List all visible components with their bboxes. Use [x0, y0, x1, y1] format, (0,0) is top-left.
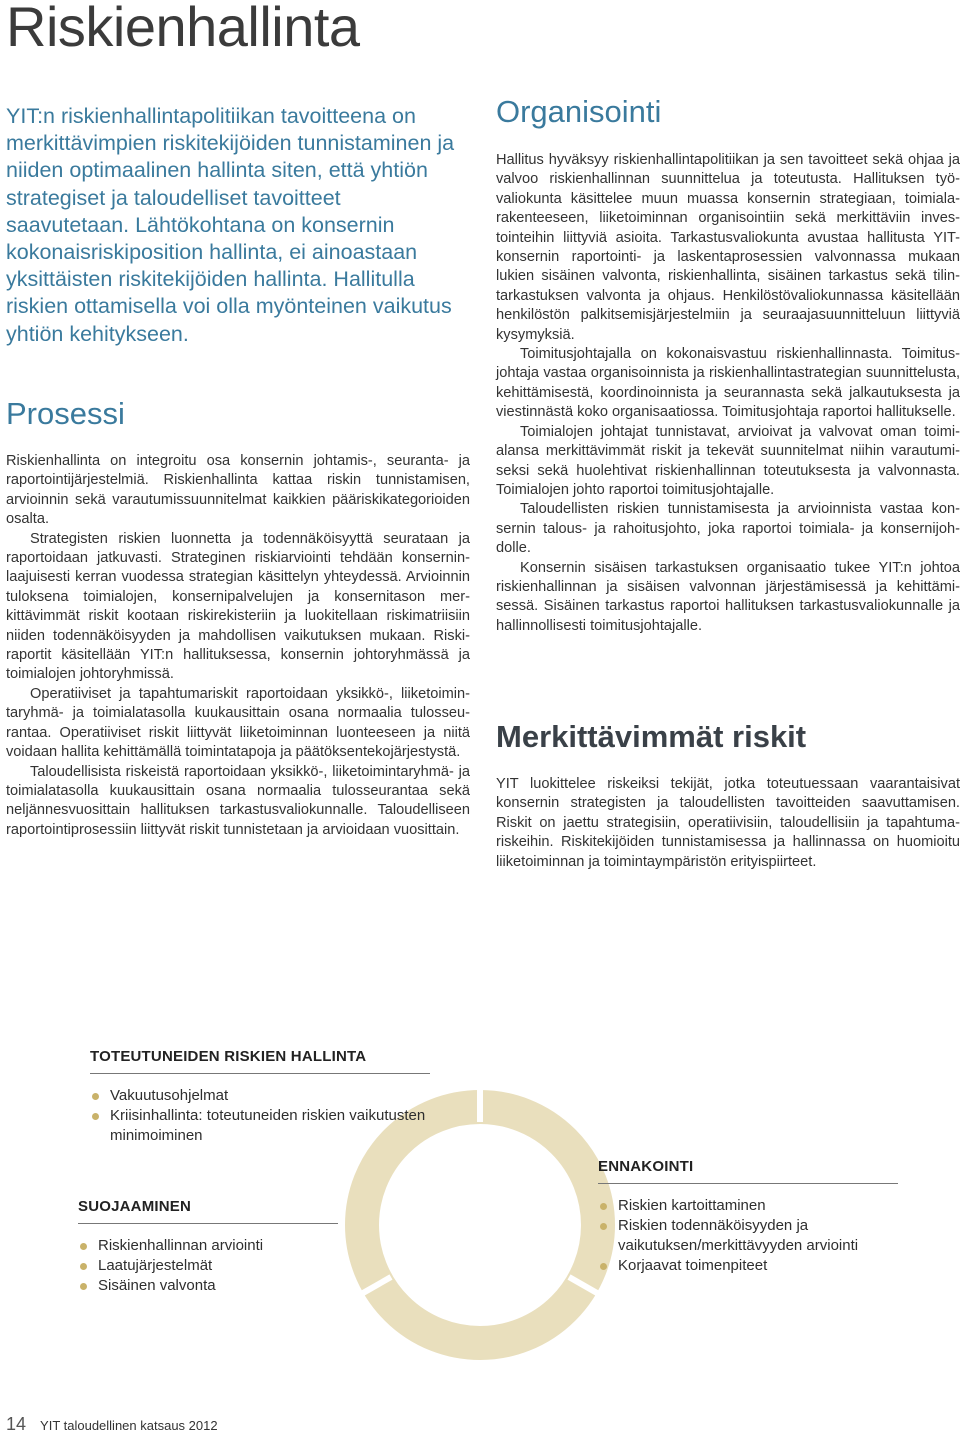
organisointi-paragraph: Toimialojen johtajat tunnistavat, arvioivat ja valvovat oman toimialansa merkittävimmät riskit ja tekevät suunnitelmat niihin varautumiseksi sekä huolehtivat riskienhallinnan toteutuksesta ja valvonnasta. Toimialojen johto raportoi toimitusjohtajalle.: [496, 423, 960, 498]
bullet-icon: [600, 1263, 607, 1270]
organisointi-paragraph: Konsernin sisäisen tarkastuksen organisaatio tukee YIT:n johtoa riskienhallinnan ja sisäisen valvonnan järjestämisessä ja kehittämisessä. Sisäinen tarkastus raportoi hallituksen tarkastusvaliokunnalle ja hallinnollisesti toimitusjohtajalle.: [496, 559, 960, 634]
list-item: [598, 1216, 898, 1256]
toteutuneet-list: [90, 1086, 430, 1146]
organisointi-paragraph: Taloudellisten riskien tunnistamisesta ja arvioinnista vastaa konsernin talous- ja rahoitusjohto, joka raportoi toimiala- ja konsernijohdolle.: [496, 501, 960, 557]
page-number: 14: [6, 1414, 27, 1434]
prosessi-paragraph: Strategisten riskien luonnetta ja todennäköisyyttä seurataan ja raportoidaan jatkuvasti. Strateginen riskiarviointi tehdään konserninlaajuisesti kerran vuodessa strategian käsittelyn yhteydessä. Arvioinnin tuloksena toimialojen, konsernipalvelujen ja konsernitason merkittävimmät riskit kootaan riskirekisteriin ja luokitellaan riskimatriisiin niiden todennäköisyyden ja mahdollisen vaikutuksen mukaan. Riskiraportit käsitellään YIT:n hallituksessa, konsernin johtoryhmässä ja toimialojen johtoryhmissä.: [6, 530, 470, 683]
page-title: Riskienhallinta: [6, 0, 360, 58]
toteutuneet-heading: TOTEUTUNEIDEN RISKIEN HALLINTA: [90, 1048, 430, 1074]
list-item: [78, 1236, 338, 1256]
list-item-text: Kriisinhallinta: toteutuneiden riskien vaikutusten minimoiminen: [110, 1107, 426, 1144]
bullet-icon: [80, 1283, 87, 1290]
publication-name: YIT taloudellinen katsaus 2012: [40, 1418, 218, 1433]
ennakointi-block: [598, 1158, 898, 1276]
prosessi-paragraph: Taloudellisista riskeistä raportoidaan yksikkö-, liiketoimintaryhmä- ja toimialatasolla kuukausittain osana normaalia tulosseurantaa sekä neljännesvuosittain hallituksen tarkastusvaliokunnalle. Taloudelliseen raportointiprosessiin liittyvät riskit tunnistetaan ja arvioidaan vuosittain.: [6, 763, 470, 838]
bullet-icon: [600, 1203, 607, 1210]
suojaaminen-heading: SUOJAAMINEN: [78, 1198, 338, 1224]
list-item-text: Laatujärjestelmät: [98, 1257, 213, 1274]
list-item: [598, 1196, 898, 1216]
intro-paragraph: YIT:n riskienhallintapolitiikan tavoitteena on merkittävimpien riskitekijöiden tunnistaminen ja niiden optimaalinen hallinta siten, että yhtiön strategiset ja taloudelliset tavoitteet saavutetaan. Lähtökohtana on konsernin kokonaisriskiposition hallinta, ei ainoastaan yksittäisten riskitekijöiden hallinta. Hallitulla riskien ottamisella voi olla myönteinen vaikutus yhtiön kehitykseen.: [6, 104, 455, 346]
list-item-text: Riskien kartoittaminen: [618, 1197, 766, 1214]
toteutuneet-block: [90, 1048, 430, 1146]
list-item: [78, 1256, 338, 1276]
bullet-icon: [92, 1093, 99, 1100]
list-item-text: Riskien todennäköisyyden ja vaikutuksen/merkittävyyden arviointi: [618, 1217, 859, 1254]
list-item-text: Sisäinen valvonta: [98, 1277, 216, 1294]
organisointi-paragraph: Hallitus hyväksyy riskienhallintapolitiikan ja sen tavoitteet sekä ohjaa ja valvoo riskienhallinnan suunnittelua ja toteutusta. Hallituksen työvaliokunta käsittelee muun muassa konsernin strategiaan, toimialarakenteeseen, liiketoiminnan organisointiin sekä merkittäviin investointeihin liittyviä asioita. Tarkastusvaliokunta avustaa hallitusta YIT-konsernin raportointi- ja laskentaprosessien valvonnassa mukaan lukien sisäinen valvonta, riskienhallinta, sisäinen tarkastus sekä tilintarkastuksen valvonta ja ohjaus. Henkilöstövaliokunnassa käsitellään henkilöstön palkitsemisjärjestelmiin ja seuraajasuunnitteluun liittyviä kysymyksiä.: [496, 152, 960, 343]
prosessi-paragraph: Riskienhallinta on integroitu osa konsernin johtamis-, seuranta- ja raportointijärjestelmiä. Riskienhallinta kattaa riskin tunnistamisen, arvioinnin sekä varautumissuunnitelmat kaikkien pääriskikategorioiden osalta.: [6, 453, 470, 528]
merkittavimmat-paragraph: YIT luokittelee riskeiksi tekijät, jotka toteutuessaan vaarantaisivat konsernin strategisten ja taloudellisten tavoitteiden saavuttamisen. Riskit on jaettu strategisiin, operatiivisiin, taloudellisiin ja tapahtumariskeihin. Riskitekijöiden tunnistamisessa ja hallinnassa on huomioitu liiketoiminnan ja toimintaympäristön erityispiirteet.: [496, 776, 960, 870]
merkittavimmat-riskit-body: [496, 775, 960, 872]
bullet-icon: [600, 1223, 607, 1230]
organisointi-body: [496, 151, 960, 636]
list-item: [90, 1106, 430, 1146]
ennakointi-heading: ENNAKOINTI: [598, 1158, 898, 1184]
bullet-icon: [80, 1243, 87, 1250]
organisointi-heading: Organisointi: [496, 94, 662, 129]
list-item-text: Korjaavat toimenpiteet: [618, 1257, 768, 1274]
page-footer: [6, 1414, 218, 1435]
list-item-text: Vakuutusohjelmat: [110, 1087, 229, 1104]
prosessi-paragraph: Operatiiviset ja tapahtumariskit raportoidaan yksikkö-, liiketoimintaryhmä- ja toimialatasolla kuukausittain osana normaalia tulosseurantaa. Operatiiviset riskit liittyvät liiketoiminnan luonteeseen ja niitä voidaan hallita kehittämällä toimintatapoja ja päätöksentekojärjestystä.: [6, 685, 470, 761]
organisointi-paragraph: Toimitusjohtajalla on kokonaisvastuu riskienhallinnasta. Toimitusjohtaja vastaa organisoinnista ja riskienhallintastrategian suunnittelusta, kehittämisestä, koordinoinnista ja seurannasta sekä jalkautuksesta ja viestinnästä koko organisaatiossa. Toimitusjohtaja raportoi hallitukselle.: [496, 346, 960, 421]
prosessi-heading: Prosessi: [6, 396, 125, 431]
list-item: [598, 1256, 898, 1276]
ennakointi-list: [598, 1196, 898, 1276]
merkittavimmat-riskit-heading: Merkittävimmät riskit: [496, 719, 807, 754]
prosessi-body: [6, 452, 470, 840]
list-item: [78, 1276, 338, 1296]
list-item-text: Riskienhallinnan arviointi: [98, 1237, 264, 1254]
suojaaminen-list: [78, 1236, 338, 1296]
bullet-icon: [92, 1113, 99, 1120]
bullet-icon: [80, 1263, 87, 1270]
list-item: [90, 1086, 430, 1106]
suojaaminen-block: [78, 1198, 338, 1296]
